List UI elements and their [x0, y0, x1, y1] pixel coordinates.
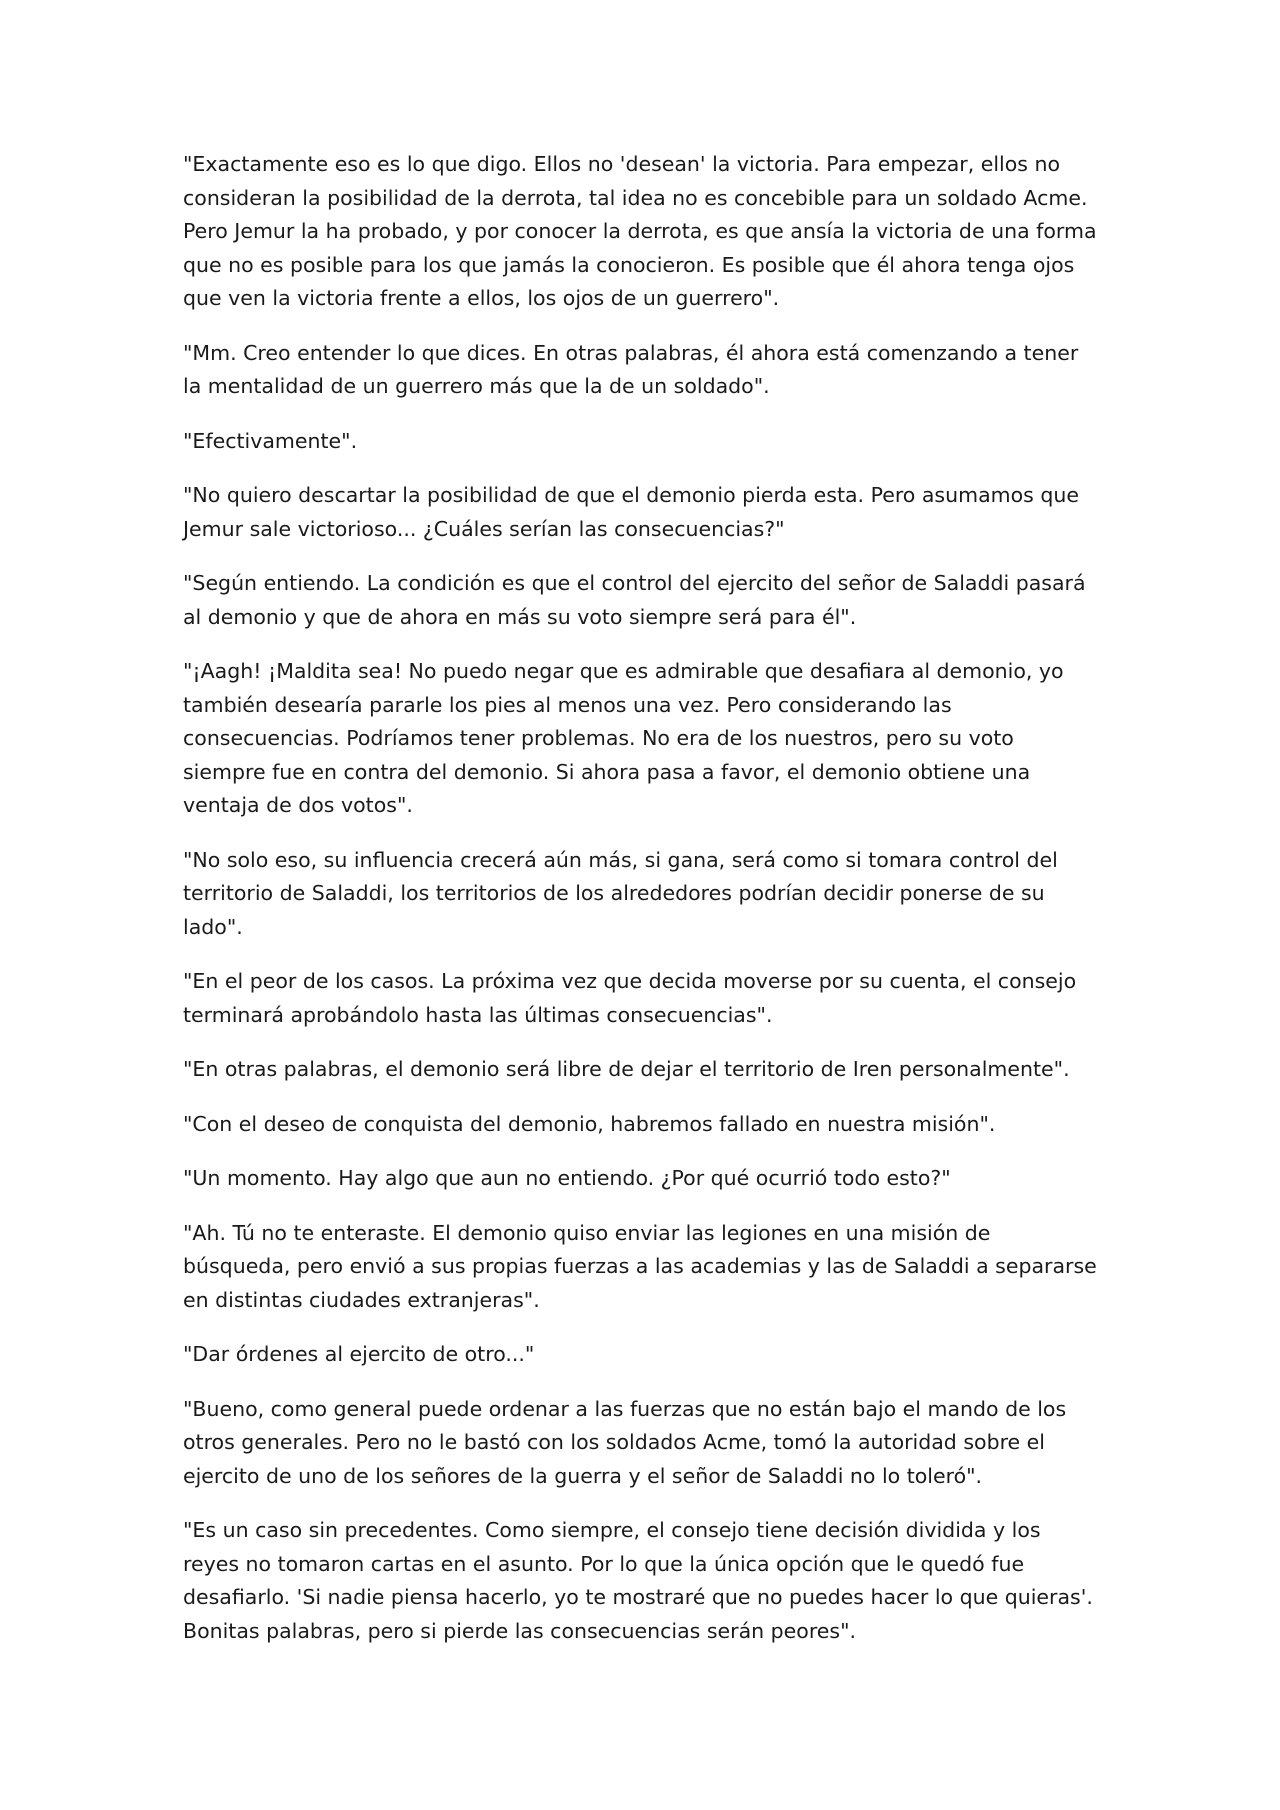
paragraph-6: "¡Aagh! ¡Maldita sea! No puedo negar que es admirable que desafiara al demonio, yo también desearía pararle los pies al menos una vez. Pero considerando las consecuencias. Podríamos tener problemas. No era de los nuestros, pero su voto siempre fue en contra del demonio. Si ahora pasa a favor, el demonio obtiene una ventaja de dos votos".	[183, 659, 1064, 817]
paragraph-9: "En otras palabras, el demonio será libre de dejar el territorio de Iren personalmente".	[183, 1057, 1070, 1081]
paragraph-1: "Exactamente eso es lo que digo. Ellos no 'desean' la victoria. Para empezar, ellos no consideran la posibilidad de la derrota, tal idea no es concebible para un soldado Acme. Pero Jemur la ha probado, y por conocer la derrota, es que ansía la victoria de una forma que no es posible para los que jamás la conocieron. Es posible que él ahora tenga ojos que ven la victoria frente a ellos, los ojos de un guerrero".	[183, 152, 1097, 310]
paragraph-15: "Es un caso sin precedentes. Como siempre, el consejo tiene decisión dividida y los reyes no tomaron cartas en el asunto. Por lo que la única opción que le quedó fue desafiarlo. 'Si nadie piensa hacerlo, yo te mostraré que no puedes hacer lo que quieras'. Bonitas palabras, pero si pierde las consecuencias serán peores".	[183, 1518, 1093, 1643]
paragraph-13: "Dar órdenes al ejercito de otro..."	[183, 1342, 535, 1366]
paragraph-2: "Mm. Creo entender lo que dices. En otras palabras, él ahora está comenzando a tener la mentalidad de un guerrero más que la de un soldado".	[183, 340, 1079, 398]
paragraph-4: "No quiero descartar la posibilidad de que el demonio pierda esta. Pero asumamos que Jemur sale victorioso... ¿Cuáles serían las consecuencias?"	[183, 483, 1079, 541]
paragraph-12: "Ah. Tú no te enteraste. El demonio quiso enviar las legiones en una misión de búsqueda, pero envió a sus propias fuerzas a las academias y las de Saladdi a separarse en distintas ciudades extranjeras".	[183, 1220, 1097, 1312]
paragraph-5: "Según entiendo. La condición es que el control del ejercito del señor de Saladdi pasará al demonio y que de ahora en más su voto siempre será para él".	[183, 571, 1086, 629]
paragraph-11: "Un momento. Hay algo que aun no entiendo. ¿Por qué ocurrió todo esto?"	[183, 1166, 951, 1190]
paragraph-3: "Efectivamente".	[183, 428, 358, 453]
paragraph-8: "En el peor de los casos. La próxima vez que decida moverse por su cuenta, el consejo terminará aprobándolo hasta las últimas consecuencias".	[183, 969, 1077, 1027]
document-page	[183, 148, 1099, 1669]
paragraph-7: "No solo eso, su influencia crecerá aún más, si gana, será como si tomara control del territorio de Saladdi, los territorios de los alrededores podrían decidir ponerse de su lado".	[183, 847, 1058, 939]
paragraph-10: "Con el deseo de conquista del demonio, habremos fallado en nuestra misión".	[183, 1111, 996, 1136]
paragraph-14: "Bueno, como general puede ordenar a las fuerzas que no están bajo el mando de los otros generales. Pero no le bastó con los soldados Acme, tomó la autoridad sobre el ejercito de uno de los señores de la guerra y el señor de Saladdi no lo toleró".	[183, 1396, 1067, 1488]
